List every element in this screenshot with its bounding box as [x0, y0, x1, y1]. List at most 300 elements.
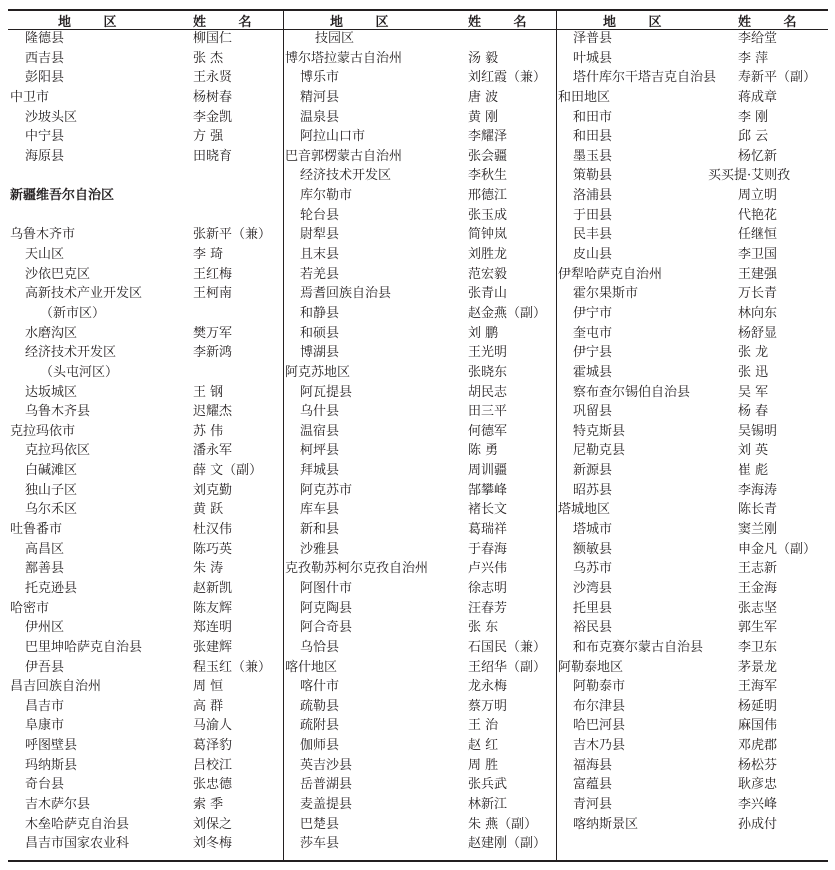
name-cell: 王柯南 [193, 286, 233, 302]
table-row [285, 68, 555, 88]
name-cell: 刘红霞（兼） [468, 70, 547, 86]
name-cell: 杨延明 [738, 698, 778, 714]
name-cell: 邓虎郡 [738, 738, 778, 754]
name-cell: 王绍华（副） [468, 659, 547, 675]
name-cell: 杨忆新 [738, 148, 778, 164]
table-row [285, 147, 555, 167]
table-row [10, 716, 282, 736]
name-cell: 张玉成 [468, 207, 508, 223]
table-row [558, 363, 828, 383]
region-cell: 额敏县 [573, 541, 613, 557]
column-divider [556, 9, 557, 862]
region-cell: 和田县 [573, 129, 613, 145]
table-row [285, 638, 555, 658]
region-cell: 塔城市 [573, 522, 613, 538]
table-row [285, 540, 555, 560]
name-cell: 杜汉伟 [193, 522, 233, 538]
name-cell: 代艳花 [738, 207, 778, 223]
region-cell: 乌尔禾区 [25, 502, 78, 518]
table-row [10, 343, 282, 363]
name-cell: 葛泽豹 [193, 738, 233, 754]
table-row [558, 579, 828, 599]
region-cell: 鄯善县 [25, 561, 65, 577]
name-cell: 杨舒显 [738, 325, 778, 341]
table-row [10, 579, 282, 599]
table-row [558, 225, 828, 245]
region-cell: 焉耆回族自治县 [300, 286, 392, 302]
region-cell: 哈巴河县 [573, 718, 626, 734]
table-row [558, 481, 828, 501]
region-cell: 阿勒泰地区 [558, 659, 624, 675]
name-cell: 孙成付 [738, 816, 778, 832]
region-cell: 巩留县 [573, 404, 613, 420]
region-cell: 独山子区 [25, 482, 78, 498]
table-row [10, 284, 282, 304]
region-cell: 阿克陶县 [300, 600, 353, 616]
region-cell: 岳普湖县 [300, 777, 353, 793]
name-cell: 茅景龙 [738, 659, 778, 675]
name-cell: 周立明 [738, 188, 778, 204]
table-row [558, 638, 828, 658]
region-cell: 经济技术开发区 [25, 345, 117, 361]
name-cell: 吴锡明 [738, 423, 778, 439]
table-row [558, 127, 828, 147]
table-row [558, 402, 828, 422]
region-cell: 乌鲁木齐县 [25, 404, 91, 420]
region-cell: 阿图什市 [300, 580, 353, 596]
region-cell: （新市区） [40, 305, 106, 321]
name-cell: 王海军 [738, 679, 778, 695]
table-row [10, 500, 282, 520]
name-cell: 刘保之 [193, 816, 233, 832]
table-row [285, 677, 555, 697]
table-row [10, 127, 282, 147]
region-cell: 乌苏市 [573, 561, 613, 577]
region-cell: 英吉沙县 [300, 757, 353, 773]
region-cell: 阿克苏市 [300, 482, 353, 498]
table-row [285, 736, 555, 756]
name-cell: 田三平 [468, 404, 508, 420]
name-cell: 李 刚 [738, 109, 769, 125]
region-cell: 沙雅县 [300, 541, 340, 557]
table-row [10, 618, 282, 638]
table-row [558, 697, 828, 717]
table-row [10, 383, 282, 403]
name-cell: 周训疆 [468, 463, 508, 479]
region-cell: 沙坡头区 [25, 109, 78, 125]
column-rows [558, 29, 828, 834]
region-cell: 吉木乃县 [573, 738, 626, 754]
region-cell: 民丰县 [573, 227, 613, 243]
table-row [558, 265, 828, 285]
table-row [10, 834, 282, 854]
table-row [285, 834, 555, 854]
section-heading: 新疆维吾尔自治区 [10, 188, 115, 204]
name-cell: 潘永军 [193, 443, 233, 459]
table-row [10, 815, 282, 835]
name-cell: 周 胜 [468, 757, 499, 773]
table-row [558, 658, 828, 678]
region-cell: 伊吾县 [25, 659, 65, 675]
table-row [558, 324, 828, 344]
table-row [558, 88, 828, 108]
column-header [558, 9, 828, 29]
name-cell: 何德军 [468, 423, 508, 439]
name-cell: 陈长青 [738, 502, 778, 518]
region-cell: 温宿县 [300, 423, 340, 439]
table-row [10, 166, 282, 186]
region-cell: 彭阳县 [25, 70, 65, 86]
region-cell: 青河县 [573, 796, 613, 812]
table-row [285, 108, 555, 128]
name-cell: 刘胜龙 [468, 247, 508, 263]
name-cell: 李卫东 [738, 639, 778, 655]
table-row [10, 795, 282, 815]
table-row [285, 225, 555, 245]
table-row [558, 186, 828, 206]
name-cell: 周 恒 [193, 679, 224, 695]
region-cell: 策勒县 [573, 168, 613, 184]
region-cell: 阿克苏地区 [285, 364, 351, 380]
name-cell: 黄 刚 [468, 109, 499, 125]
region-cell: 克拉玛依区 [25, 443, 91, 459]
name-cell: 马渝人 [193, 718, 233, 734]
region-cell: 和静县 [300, 305, 340, 321]
name-cell: 耿彦忠 [738, 777, 778, 793]
name-cell: 黄 跃 [193, 502, 224, 518]
region-cell: 伊宁市 [573, 305, 613, 321]
table-row [558, 108, 828, 128]
table-row [10, 481, 282, 501]
region-cell: 霍城县 [573, 364, 613, 380]
table-row [285, 127, 555, 147]
table-row [285, 88, 555, 108]
region-cell: 和田地区 [558, 89, 611, 105]
name-cell: 刘冬梅 [193, 836, 233, 852]
region-cell: 吉木萨尔县 [25, 796, 91, 812]
table-row [10, 520, 282, 540]
table-row [285, 697, 555, 717]
region-cell: 中卫市 [10, 89, 50, 105]
table-row [285, 579, 555, 599]
region-header: 地 区 [58, 15, 131, 30]
name-cell: 李卫国 [738, 247, 778, 263]
table-row [10, 29, 282, 49]
name-cell: 陈友辉 [193, 600, 233, 616]
name-cell: 王光明 [468, 345, 508, 361]
name-cell: 龙永梅 [468, 679, 508, 695]
region-cell: 阿勒泰市 [573, 679, 626, 695]
column-header [285, 9, 555, 29]
table-row [558, 775, 828, 795]
region-cell: 和布克赛尔蒙古自治县 [573, 639, 704, 655]
table-row [558, 795, 828, 815]
name-cell: 苏 伟 [193, 423, 224, 439]
name-cell: 李新鸿 [193, 345, 233, 361]
table-row [558, 599, 828, 619]
table-row [10, 697, 282, 717]
region-cell: 巴音郭楞蒙古自治州 [285, 148, 403, 164]
name-cell: 麻国伟 [738, 718, 778, 734]
name-header: 姓 名 [738, 15, 811, 30]
table-row [10, 775, 282, 795]
region-cell: 伊犁哈萨克自治州 [558, 266, 663, 282]
name-header: 姓 名 [193, 15, 266, 30]
table-row [285, 166, 555, 186]
table-row [10, 736, 282, 756]
region-cell: 墨玉县 [573, 148, 613, 164]
table-row [10, 49, 282, 69]
name-header: 姓 名 [468, 15, 541, 30]
name-cell: 邢德江 [468, 188, 508, 204]
name-cell: 李金凯 [193, 109, 233, 125]
name-cell: 赵建刚（副） [468, 836, 547, 852]
region-cell: 伊州区 [25, 620, 65, 636]
table-row [285, 481, 555, 501]
region-cell: 裕民县 [573, 620, 613, 636]
table-row [558, 500, 828, 520]
column-divider [283, 9, 284, 862]
table-row [558, 618, 828, 638]
region-cell: 隆德县 [25, 31, 65, 46]
name-cell: 田晓育 [193, 148, 233, 164]
region-cell: 昭苏县 [573, 482, 613, 498]
table-row [558, 461, 828, 481]
name-cell: 李 琦 [193, 247, 224, 263]
name-cell: 刘 英 [738, 443, 769, 459]
region-cell: 博湖县 [300, 345, 340, 361]
table-row [558, 147, 828, 167]
region-cell: 阿拉山口市 [300, 129, 366, 145]
region-cell: 托里县 [573, 600, 613, 616]
table-row [558, 343, 828, 363]
region-cell: 和硕县 [300, 325, 340, 341]
region-cell: 昌吉回族自治州 [10, 679, 102, 695]
name-cell: 张 东 [468, 620, 499, 636]
name-cell: 杨树春 [193, 89, 233, 105]
name-cell: 李耀泽 [468, 129, 508, 145]
name-cell: 汤 毅 [468, 50, 499, 66]
table-row [285, 795, 555, 815]
table-row [285, 559, 555, 579]
region-cell: 和田市 [573, 109, 613, 125]
region-cell: 泽普县 [573, 31, 613, 46]
name-cell: 朱 涛 [193, 561, 224, 577]
name-cell: 张建辉 [193, 639, 233, 655]
region-cell: 水磨沟区 [25, 325, 78, 341]
name-cell: 石国民（兼） [468, 639, 547, 655]
region-cell: 叶城县 [573, 50, 613, 66]
table-row [10, 324, 282, 344]
region-cell: 沙湾县 [573, 580, 613, 596]
column-rows [10, 29, 282, 854]
name-cell: 郜攀峰 [468, 482, 508, 498]
region-cell: 托克逊县 [25, 580, 78, 596]
name-cell: 范宏毅 [468, 266, 508, 282]
region-cell: 莎车县 [300, 836, 340, 852]
table-row [285, 383, 555, 403]
name-cell: 李兴峰 [738, 796, 778, 812]
table-row [285, 206, 555, 226]
name-cell: 李给堂 [738, 31, 778, 46]
region-cell: 霍尔果斯市 [573, 286, 639, 302]
name-cell: 迟耀杰 [193, 404, 233, 420]
table-row [285, 363, 555, 383]
name-cell: 邱 云 [738, 129, 769, 145]
region-cell: 博尔塔拉蒙古自治州 [285, 50, 403, 66]
name-cell: 朱 燕（副） [468, 816, 538, 832]
name-cell: 张志坚 [738, 600, 778, 616]
region-cell: 尉犁县 [300, 227, 340, 243]
region-cell: 克孜勒苏柯尔克孜自治州 [285, 561, 429, 577]
region-cell: 拜城县 [300, 463, 340, 479]
table-row [558, 559, 828, 579]
name-cell: 于春海 [468, 541, 508, 557]
region-cell: 福海县 [573, 757, 613, 773]
region-cell: 伊宁县 [573, 345, 613, 361]
region-cell: 于田县 [573, 207, 613, 223]
table-row [285, 284, 555, 304]
region-cell: 麦盖提县 [300, 796, 353, 812]
region-header: 地 区 [330, 15, 403, 30]
name-cell: 张新平（兼） [193, 227, 272, 243]
table-row [285, 265, 555, 285]
name-cell: 李 萍 [738, 50, 769, 66]
table-column-3 [558, 9, 828, 860]
table-row [10, 658, 282, 678]
table-row [285, 500, 555, 520]
name-cell: 张会疆 [468, 148, 508, 164]
region-cell: 塔城地区 [558, 502, 611, 518]
region-cell: 塔什库尔干塔吉克自治县 [573, 70, 717, 86]
name-cell: 林向东 [738, 305, 778, 321]
region-cell: 哈密市 [10, 600, 50, 616]
region-cell: 博乐市 [300, 70, 340, 86]
region-cell: 库尔勒市 [300, 188, 353, 204]
name-cell: 赵新凯 [193, 580, 233, 596]
region-cell: 天山区 [25, 247, 65, 263]
region-cell: 巴里坤哈萨克自治县 [25, 639, 143, 655]
region-cell: 喀什市 [300, 679, 340, 695]
table-row [558, 815, 828, 835]
region-cell: 洛浦县 [573, 188, 613, 204]
name-cell: 申金凡（副） [738, 541, 817, 557]
name-cell: 卢兴伟 [468, 561, 508, 577]
name-cell: 王志新 [738, 561, 778, 577]
name-cell: 柳国仁 [193, 31, 233, 46]
region-cell: 尼勒克县 [573, 443, 626, 459]
region-cell: 富蕴县 [573, 777, 613, 793]
name-cell: 李海涛 [738, 482, 778, 498]
table-row [558, 540, 828, 560]
table-row [285, 304, 555, 324]
table-row [285, 324, 555, 344]
name-cell: 王红梅 [193, 266, 233, 282]
region-cell: 精河县 [300, 89, 340, 105]
name-cell: 吕校江 [193, 757, 233, 773]
region-cell: 阿合奇县 [300, 620, 353, 636]
table-row [10, 225, 282, 245]
name-cell: 张忠德 [193, 777, 233, 793]
name-cell: 寿新平（副） [738, 70, 817, 86]
region-cell: 玛纳斯县 [25, 757, 78, 773]
name-cell: 唐 波 [468, 89, 499, 105]
name-cell: 窦兰刚 [738, 522, 778, 538]
name-cell: 杨 春 [738, 404, 769, 420]
name-cell: 张兵武 [468, 777, 508, 793]
region-cell: 且末县 [300, 247, 340, 263]
table-column-1 [10, 9, 282, 860]
region-cell: 温泉县 [300, 109, 340, 125]
name-cell: 薛 文（副） [193, 463, 263, 479]
table-row [10, 402, 282, 422]
name-cell: 赵金燕（副） [468, 305, 547, 321]
table-row [285, 716, 555, 736]
region-cell: 中宁县 [25, 129, 65, 145]
table-row [285, 402, 555, 422]
table-row [10, 245, 282, 265]
region-cell: 昌吉市国家农业科 [25, 836, 130, 852]
region-cell: 特克斯县 [573, 423, 626, 439]
region-header: 地 区 [603, 15, 676, 30]
region-cell: 奇台县 [25, 777, 65, 793]
table-row [285, 658, 555, 678]
name-cell: 赵 红 [468, 738, 499, 754]
table-row [285, 599, 555, 619]
table-row [10, 441, 282, 461]
table-row [558, 520, 828, 540]
region-cell: 巴楚县 [300, 816, 340, 832]
table-row [558, 68, 828, 88]
table-row [10, 599, 282, 619]
name-cell: 胡民志 [468, 384, 508, 400]
name-cell: 陈 勇 [468, 443, 499, 459]
table-row [285, 343, 555, 363]
table-row [558, 422, 828, 442]
table-row [10, 363, 282, 383]
table-row [10, 559, 282, 579]
table-row [285, 422, 555, 442]
name-cell: 方 强 [193, 129, 224, 145]
table-row [558, 245, 828, 265]
table-row [285, 245, 555, 265]
region-cell: 乌鲁木齐市 [10, 227, 76, 243]
column-header [10, 9, 282, 29]
region-cell: 伽师县 [300, 738, 340, 754]
name-cell: 吴 军 [738, 384, 769, 400]
table-row [558, 206, 828, 226]
region-cell: 新源县 [573, 463, 613, 479]
name-cell: 张 杰 [193, 50, 224, 66]
name-cell: 褚长文 [468, 502, 508, 518]
table-row [10, 206, 282, 226]
name-cell: 林新江 [468, 796, 508, 812]
name-cell: 程玉红（兼） [193, 659, 272, 675]
region-cell: 乌什县 [300, 404, 340, 420]
table-row [558, 441, 828, 461]
table-row [285, 815, 555, 835]
name-cell: 樊万军 [193, 325, 233, 341]
region-cell: 喀什地区 [285, 659, 338, 675]
name-cell: 王 钢 [193, 384, 224, 400]
table-row [10, 638, 282, 658]
table-row [558, 677, 828, 697]
region-cell: 若羌县 [300, 266, 340, 282]
table-row [558, 29, 828, 49]
region-cell: 库车县 [300, 502, 340, 518]
name-cell: 刘 鹏 [468, 325, 499, 341]
region-cell: 技园区 [315, 31, 355, 46]
